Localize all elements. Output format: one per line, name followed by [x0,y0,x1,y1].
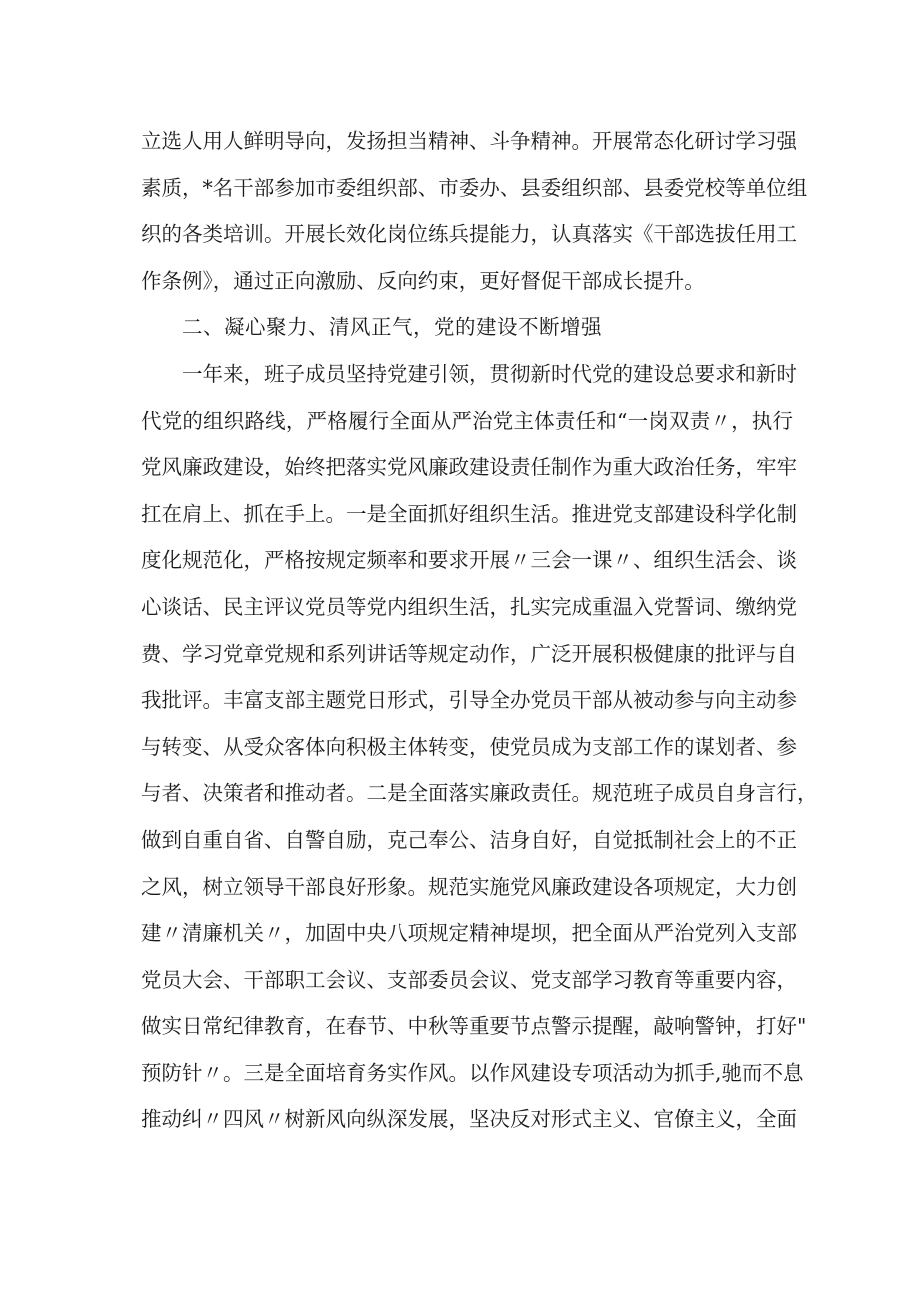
section-heading: 二、凝心聚力、清风正气，党的建设不断增强 [182,315,602,340]
text-line: 心谈话、民主评议党员等党内组织生活，扎实完成重温入党誓词、缴纳党 [141,594,797,619]
text-line: 党员大会、干部职工会议、支部委员会议、党支部学习教育等重要内容， [141,967,797,992]
text-line: 织的各类培训。开展长效化岗位练兵提能力，认真落实《干部选拔任用工 [141,222,797,247]
text-line: 素质，*名干部参加市委组织部、市委办、县委组织部、县委党校等单位组 [141,175,808,200]
text-line: 与者、决策者和推动者。二是全面落实廉政责任。规范班子成员自身言行， [141,781,818,806]
document-body [141,118,818,1143]
text-line: 立选人用人鲜明导向，发扬担当精神、斗争精神。开展常态化研讨学习强 [141,129,797,153]
text-line: 代党的组织路线，严格履行全面从严治党主体责任和“一岗双责〃，执行 [141,408,793,433]
text-line: 党风廉政建设，始终把落实党风廉政建设责任制作为重大政治任务，牢牢 [141,455,797,480]
text-line: 扛在肩上、抓在手上。一是全面抓好组织生活。推进党支部建设科学化制 [141,501,797,526]
text-line: 费、学习党章党规和系列讲话等规定动作，广泛开展积极健康的批评与自 [141,641,797,666]
text-line: 做实日常纪律教育，在春节、中秋等重要节点警示提醒，敲响警钟，打好" [141,1014,807,1039]
paragraph-party-building [141,351,818,1143]
text-line: 之风，树立领导干部良好形象。规范实施党风廉政建设各项规定，大力创 [141,874,797,899]
text-line: 推动纠〃四风〃树新风向纵深发展，坚决反对形式主义、官僚主义，全面 [141,1107,797,1132]
text-line: 与转变、从受众客体向积极主体转变，使党员成为支部工作的谋划者、参 [141,734,797,759]
text-line: 做到自重自省、自警自励，克己奉公、洁身自好，自觉抵制社会上的不正 [141,827,797,852]
text-line: 我批评。丰富支部主题党日形式，引导全办党员干部从被动参与向主动参 [141,688,797,713]
text-line: 一年来，班子成员坚持党建引领，贯彻新时代党的建设总要求和新时 [182,361,797,386]
text-line: 作条例》，通过正向激励、反向约束，更好督促干部成长提升。 [141,268,705,293]
text-line: 预防针〃。三是全面培育务实作风。以作风建设专项活动为抓手,驰而不息 [141,1060,804,1085]
paragraph-cadre-training [141,118,808,304]
text-line: 建〃清廉机关〃，加固中央八项规定精神堤坝，把全面从严治党列入支部 [141,921,797,946]
text-line: 度化规范化，严格按规定频率和要求开展〃三会一课〃、组织生活会、谈 [141,548,797,573]
